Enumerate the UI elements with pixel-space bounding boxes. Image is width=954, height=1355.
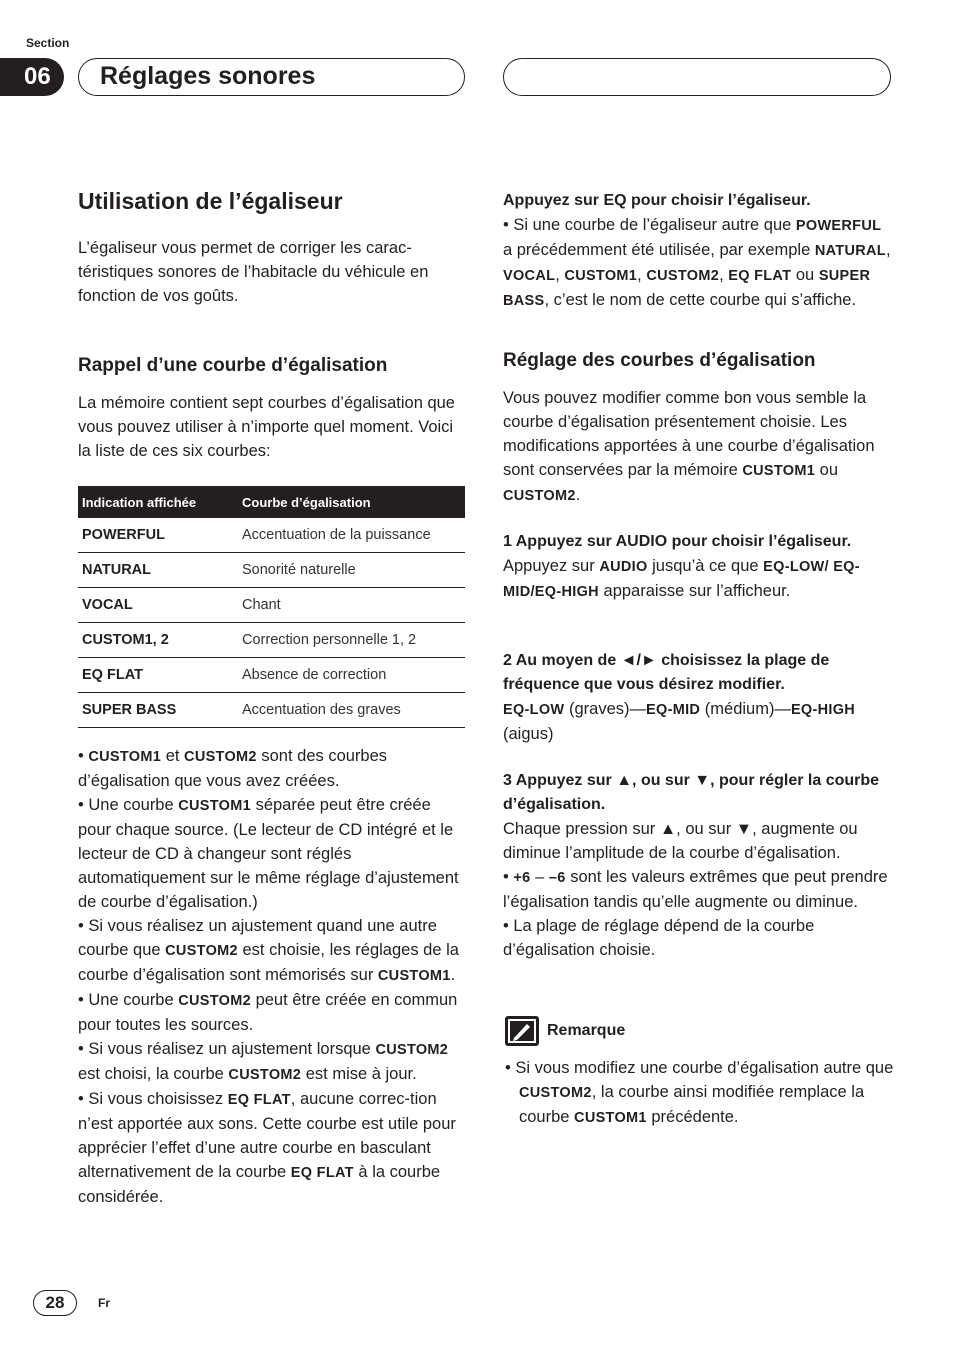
table-cell-indication: SUPER BASS xyxy=(78,693,238,728)
step-3 xyxy=(503,769,891,962)
table-cell-indication: NATURAL xyxy=(78,553,238,588)
table-cell-curve: Chant xyxy=(238,588,465,623)
table-header-curve: Courbe d’égalisation xyxy=(238,486,465,518)
table-cell-curve: Accentuation des graves xyxy=(238,693,465,728)
table-header-row xyxy=(78,486,465,518)
bullet-custom-definition: • CUSTOM1 et CUSTOM2 sont des courbes d’égalisation que vous avez créées. xyxy=(78,747,388,790)
bullet-custom2-memorized: • Si vous réalisez un ajustement quand une autre courbe que CUSTOM2 est choisie, les réglages de la courbe d’égalisation sont mémorisés sur CUSTOM1. xyxy=(78,917,459,984)
note-icon xyxy=(505,1016,539,1046)
table-row xyxy=(78,658,465,693)
bullet-custom2-common: • Une courbe CUSTOM2 peut être créée en commun pour toutes les sources. xyxy=(78,991,458,1034)
language-label: Fr xyxy=(98,1296,110,1310)
heading-equalizer-usage: Utilisation de l’égaliseur xyxy=(78,188,343,214)
section-title: Réglages sonores xyxy=(100,62,316,90)
table-cell-curve: Sonorité naturelle xyxy=(238,553,465,588)
recall-intro: La mémoire contient sept courbes d’égalisation que vous pouvez utiliser à n’importe quel moment. Voici la liste de ces six courbes: xyxy=(78,394,455,460)
eq-curve-table xyxy=(78,486,465,728)
step-3-text: Chaque pression sur ▲, ou sur ▼, augmente ou diminue l’amplitude de la courbe d’égalisation. xyxy=(503,820,858,862)
table-cell-indication: EQ FLAT xyxy=(78,658,238,693)
eq-instruction: Appuyez sur EQ pour choisir l’égaliseur. xyxy=(503,192,811,209)
bullet-custom-per-source: • Une courbe CUSTOM1 séparée peut être créée pour chaque source. (Le lecteur de CD intégré et le lecteur de CD à changeur sont réglés automatiquement sur le même réglage d’ajustement de courbe d’égalisation.) xyxy=(78,796,459,911)
step-1-text: Appuyez sur AUDIO jusqu’à ce que EQ-LOW/ EQ-MID/EQ-HIGH apparaisse sur l’afficheur. xyxy=(503,557,860,600)
table-cell-indication: CUSTOM1, 2 xyxy=(78,623,238,658)
adjust-intro: Vous pouvez modifier comme bon vous semble la courbe d’égalisation présentement choisie. Les modifications apportées à une courbe d’égalisation sont conservées par la mémoire CUSTOM1 ou CUSTOM2. xyxy=(503,389,875,504)
table-row xyxy=(78,693,465,728)
intro-paragraph: L’égaliseur vous permet de corriger les carac-téristiques sonores de l’habitacle du véhicule en fonction de vos goûts. xyxy=(78,239,429,305)
table-row xyxy=(78,518,465,553)
step-3-title: 3 Appuyez sur ▲, ou sur ▼, pour régler la courbe d’égalisation. xyxy=(503,772,880,813)
section-label: Section xyxy=(26,36,70,50)
section-number-badge: 06 xyxy=(0,58,64,96)
table-cell-curve: Accentuation de la puissance xyxy=(238,518,465,553)
table-cell-indication: VOCAL xyxy=(78,588,238,623)
table-cell-curve: Absence de correction xyxy=(238,658,465,693)
heading-adjust-curves: Réglage des courbes d’égalisation xyxy=(503,350,816,371)
table-row xyxy=(78,623,465,658)
left-bullet-list xyxy=(78,744,465,1209)
bullet-other-curve: • Si une courbe de l’égaliseur autre que POWERFUL a précédemment été utilisée, par exemple NATURAL, VOCAL, CUSTOM1, CUSTOM2, EQ FLAT ou SUPER BASS, c’est le nom de cette courbe qui s’affiche. xyxy=(503,216,891,309)
step-1 xyxy=(503,530,891,604)
step-2 xyxy=(503,649,891,746)
eq-selection-block xyxy=(503,189,891,313)
heading-recall-curve: Rappel d’une courbe d’égalisation xyxy=(78,355,388,376)
step-2-text: EQ-LOW (graves)—EQ-MID (médium)—EQ-HIGH (aigus) xyxy=(503,700,856,743)
note-text: • Si vous modifiez une courbe d’égalisation autre que CUSTOM2, la courbe ainsi modifiée remplace la courbe CUSTOM1 précédente. xyxy=(505,1059,894,1126)
bullet-eq-flat: • Si vous choisissez EQ FLAT, aucune correc-tion n’est apportée aux sons. Cette courbe est utile pour apprécier l’effet d’une autre courbe en basculant alternativement de la courbe EQ FLAT à la courbe considérée. xyxy=(78,1090,456,1206)
bullet-custom2-update: • Si vous réalisez un ajustement lorsque CUSTOM2 est choisi, la courbe CUSTOM2 est mise à jour. xyxy=(78,1040,449,1083)
table-cell-indication: POWERFUL xyxy=(78,518,238,553)
bullet-range-depends: • La plage de réglage dépend de la courbe d’égalisation choisie. xyxy=(503,917,815,959)
note-label: Remarque xyxy=(547,1022,626,1039)
bullet-extreme-values: • +6 – –6 sont les valeurs extrêmes que peut prendre l’égalisation tandis qu’elle augmente ou diminue. xyxy=(503,868,888,911)
eq-curve-table-wrapper xyxy=(78,486,465,728)
step-1-title: 1 Appuyez sur AUDIO pour choisir l’égaliseur. xyxy=(503,533,852,550)
table-row xyxy=(78,588,465,623)
step-2-title: 2 Au moyen de ◄/► choisissez la plage de fréquence que vous désirez modifier. xyxy=(503,652,830,693)
table-header-display: Indication affichée xyxy=(78,486,238,518)
table-row xyxy=(78,553,465,588)
table-cell-curve: Correction personnelle 1, 2 xyxy=(238,623,465,658)
page-number: 28 xyxy=(33,1290,77,1316)
empty-title-frame xyxy=(503,58,891,96)
